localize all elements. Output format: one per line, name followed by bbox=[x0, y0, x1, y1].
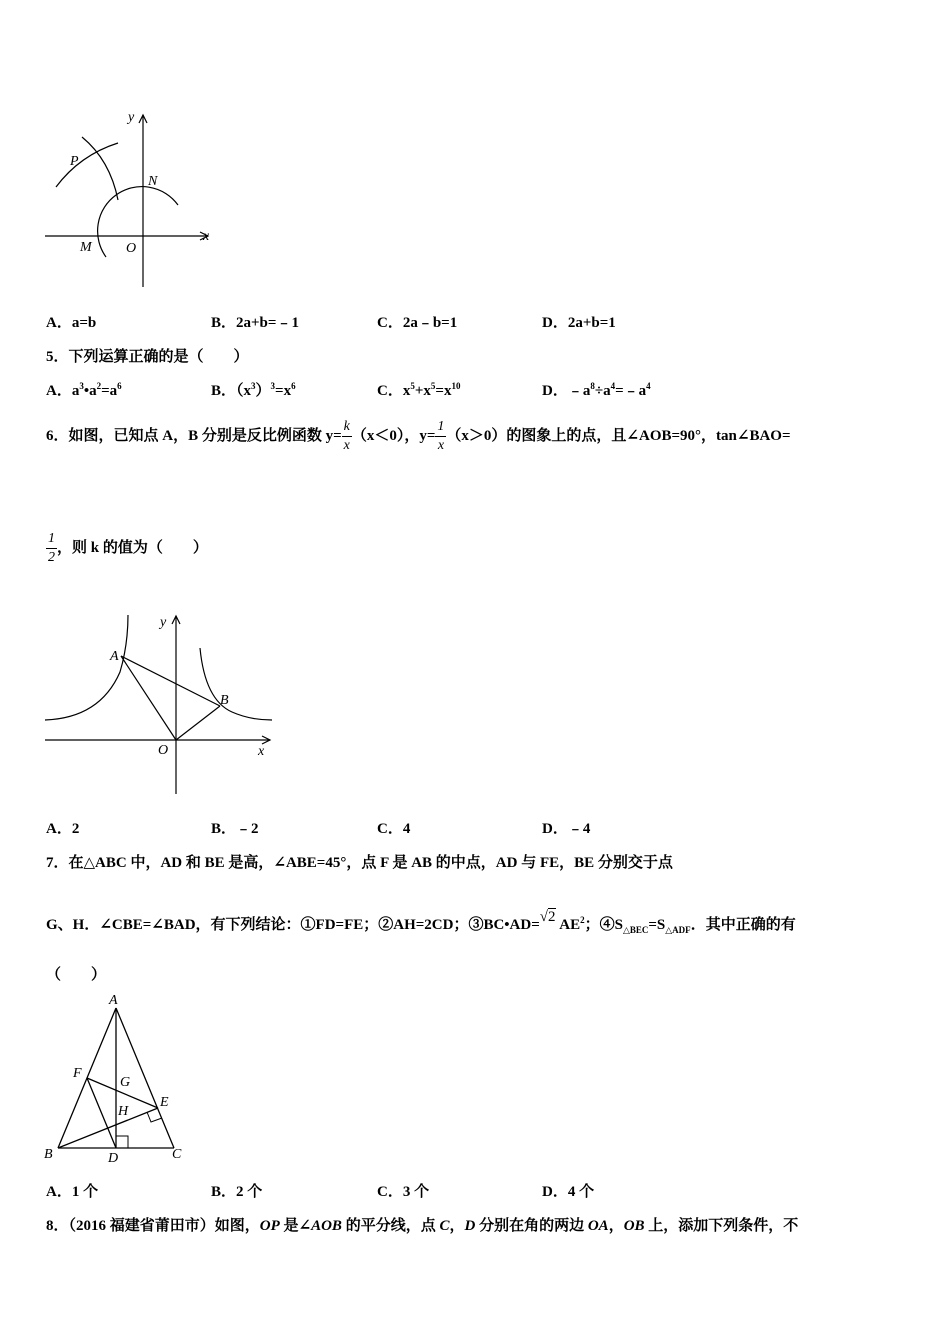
q6-option-b[interactable]: B．﹣2 bbox=[211, 821, 259, 837]
label-o: O bbox=[158, 743, 169, 758]
q5-option-d[interactable]: D．$﹣a^8\div a^4=﹣a^4$ bbox=[542, 381, 651, 399]
q5-option-a[interactable]: A．$a^3•a^2=a^6$ bbox=[46, 381, 122, 399]
q6-figure bbox=[40, 610, 280, 800]
fraction-1-over-x: $\frac{1}{x}$ bbox=[437, 419, 445, 453]
arc-p2 bbox=[82, 137, 118, 200]
fraction-1-over-2: $\frac{1}{2}$ bbox=[48, 531, 55, 565]
q7-stem-line2: G、H．∠CBE=∠BAD，有下列结论：①FD=FE；②AH=2CD；③BC•AD=√2 $AE^2$；$④S_{\triangle BEC}=S_{\triangle ADF}$．其中正确的有 bbox=[46, 909, 796, 935]
q4-option-d[interactable]: D．2a+b=1 bbox=[542, 315, 616, 331]
q7-stem-line3: （ ） bbox=[46, 967, 107, 983]
fraction-k-over-x: $\frac{k}{x}$ bbox=[343, 419, 350, 453]
label-y: y bbox=[160, 615, 167, 630]
q4-figure bbox=[40, 105, 220, 290]
q4-option-c[interactable]: C．2a﹣b=1 bbox=[377, 315, 458, 331]
label-p: P bbox=[70, 154, 79, 169]
label-x: x bbox=[203, 229, 210, 244]
curve-right bbox=[200, 648, 272, 720]
label-x: x bbox=[258, 744, 265, 759]
segment-ao bbox=[121, 656, 176, 740]
q8-stem: 8．（2016 福建省莆田市）如图，OP 是∠AOB 的平分线，点 C，D 分别在角的两边 OA，OB 上，添加下列条件，不 bbox=[46, 1218, 799, 1234]
label-y: y bbox=[128, 110, 135, 125]
label-g: G bbox=[120, 1075, 131, 1090]
q7-option-a[interactable]: A．1 个 bbox=[46, 1184, 99, 1200]
label-c: C bbox=[172, 1147, 182, 1162]
right-angle-d bbox=[116, 1136, 128, 1148]
q5-stem: 5．下列运算正确的是（ ） bbox=[46, 349, 249, 365]
q7-option-b[interactable]: B．2 个 bbox=[211, 1184, 263, 1200]
label-m: M bbox=[80, 240, 92, 255]
q7-stem-line1: 7．在△ABC 中，AD 和 BE 是高，∠ABE=45°，点 F 是 AB 的中点，AD 与 FE，BE 分别交于点 bbox=[46, 855, 673, 871]
q5-option-c[interactable]: C．$x^5+x^5=x^{10}$ bbox=[377, 381, 461, 399]
sqrt-2: √2 bbox=[539, 909, 556, 925]
segment-ab bbox=[121, 656, 220, 706]
label-d: D bbox=[108, 1151, 119, 1165]
q5-option-b[interactable]: B．$(x^3)^3=x^6$ bbox=[211, 381, 296, 399]
q4-option-a[interactable]: A．a=b bbox=[46, 315, 97, 331]
label-a: A bbox=[109, 993, 118, 1008]
label-h: H bbox=[118, 1104, 129, 1119]
q7-option-d[interactable]: D．4 个 bbox=[542, 1184, 595, 1200]
label-f: F bbox=[73, 1066, 82, 1081]
q7-figure bbox=[38, 990, 198, 1165]
arc-p1 bbox=[56, 143, 118, 187]
label-b: B bbox=[220, 693, 229, 708]
q6-option-a[interactable]: A．2 bbox=[46, 821, 80, 837]
q6-stem: 6．如图，已知点 A，B 分别是反比例函数 y= $\frac{k}{x}$ （x＜0），y= $\frac{1}{x}$ （x＞0）的图象上的点，且∠AOB=90°，tan∠BAO= bbox=[46, 419, 791, 453]
q7-option-c[interactable]: C．3 个 bbox=[377, 1184, 430, 1200]
label-b: B bbox=[44, 1147, 53, 1162]
label-e: E bbox=[160, 1095, 169, 1110]
arc-mn bbox=[98, 187, 178, 257]
q4-option-b[interactable]: B．2a+b=﹣1 bbox=[211, 315, 299, 331]
q6-option-d[interactable]: D．﹣4 bbox=[542, 821, 591, 837]
label-n: N bbox=[148, 174, 158, 189]
q6-stem-cont: $\frac{1}{2}$ ，则 k 的值为（ ） bbox=[48, 531, 208, 565]
q6-option-c[interactable]: C．4 bbox=[377, 821, 411, 837]
label-o: O bbox=[126, 241, 137, 256]
curve-left bbox=[45, 615, 128, 720]
label-a: A bbox=[110, 649, 119, 664]
segment-ob bbox=[176, 706, 220, 740]
